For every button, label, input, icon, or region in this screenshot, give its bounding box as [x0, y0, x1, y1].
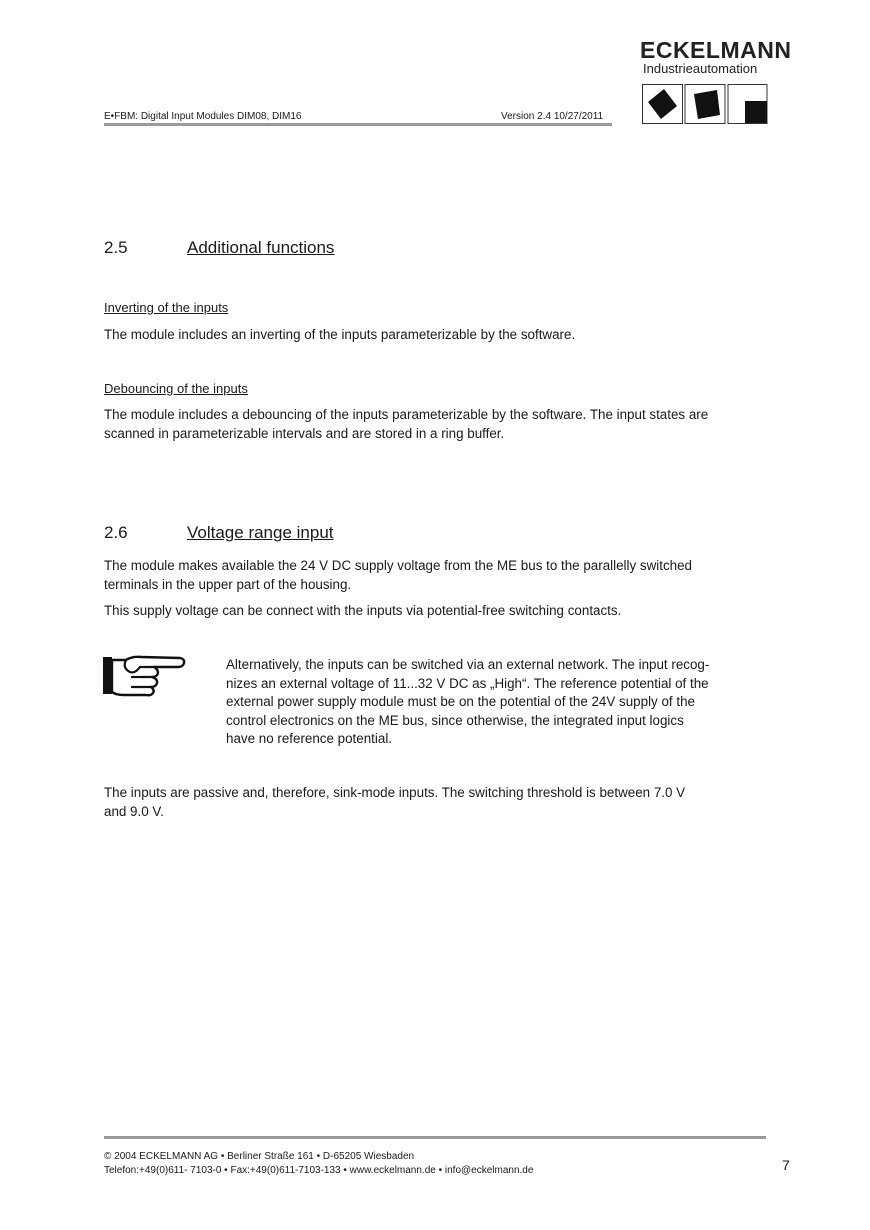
- debouncing-text-line: The module includes a debouncing of the inputs parameterizable by the software. The input states are: [104, 407, 709, 422]
- debouncing-heading: Debouncing of the inputs: [104, 381, 248, 396]
- note-line: control electronics on the ME bus, since otherwise, the integrated input logics: [226, 712, 684, 728]
- header-rule: [104, 123, 612, 126]
- voltage-para-1: [104, 557, 770, 594]
- brand-logo: [640, 37, 792, 76]
- voltage-para-1-line: The module makes available the 24 V DC supply voltage from the ME bus to the parallelly switched: [104, 558, 692, 573]
- page-number: 7: [782, 1157, 790, 1173]
- footer-address: © 2004 ECKELMANN AG • Berliner Straße 161 • D-65205 Wiesbaden: [104, 1151, 415, 1162]
- voltage-para-2: This supply voltage can be connect with the inputs via potential-free switching contacts.: [104, 603, 622, 618]
- section-2-5-number: 2.5: [104, 238, 128, 257]
- note-line: have no reference potential.: [226, 731, 393, 746]
- header-doc-title: E•FBM: Digital Input Modules DIM08, DIM16: [104, 111, 302, 122]
- note-text: [226, 656, 761, 749]
- voltage-para-3: [104, 784, 770, 821]
- brand-name: ECKELMANN: [640, 37, 792, 63]
- debouncing-text-line: scanned in parameterizable intervals and are stored in a ring buffer.: [104, 425, 505, 441]
- debouncing-text: [104, 406, 770, 443]
- footer-contact: Telefon:+49(0)611- 7103-0 • Fax:+49(0)611-7103-133 • www.eckelmann.de • info@eckelmann.de: [104, 1165, 534, 1176]
- section-2-6-number: 2.6: [104, 523, 128, 542]
- section-2-6-title: Voltage range input: [187, 523, 334, 542]
- voltage-para-3-line: and 9.0 V.: [104, 803, 164, 819]
- inverting-text: The module includes an inverting of the inputs parameterizable by the software.: [104, 327, 576, 342]
- logo-squares-icon: [642, 84, 768, 124]
- brand-subtitle: Industrieautomation: [643, 61, 758, 76]
- note-line: external power supply module must be on the potential of the 24V supply of the: [226, 694, 695, 709]
- note-line: Alternatively, the inputs can be switched via an external network. The input recog-: [226, 657, 710, 672]
- inverting-heading: Inverting of the inputs: [104, 300, 229, 315]
- header-version: Version 2.4 10/27/2011: [501, 111, 604, 122]
- pointing-hand-icon: [102, 654, 186, 698]
- voltage-para-1-line: terminals in the upper part of the housing.: [104, 576, 352, 592]
- footer-rule: [104, 1136, 766, 1139]
- note-line: nizes an external voltage of 11...32 V DC as „High“. The reference potential of the: [226, 675, 709, 691]
- voltage-para-3-line: The inputs are passive and, therefore, sink-mode inputs. The switching threshold is between 7.0 V: [104, 785, 686, 800]
- section-2-5-title: Additional functions: [187, 238, 335, 257]
